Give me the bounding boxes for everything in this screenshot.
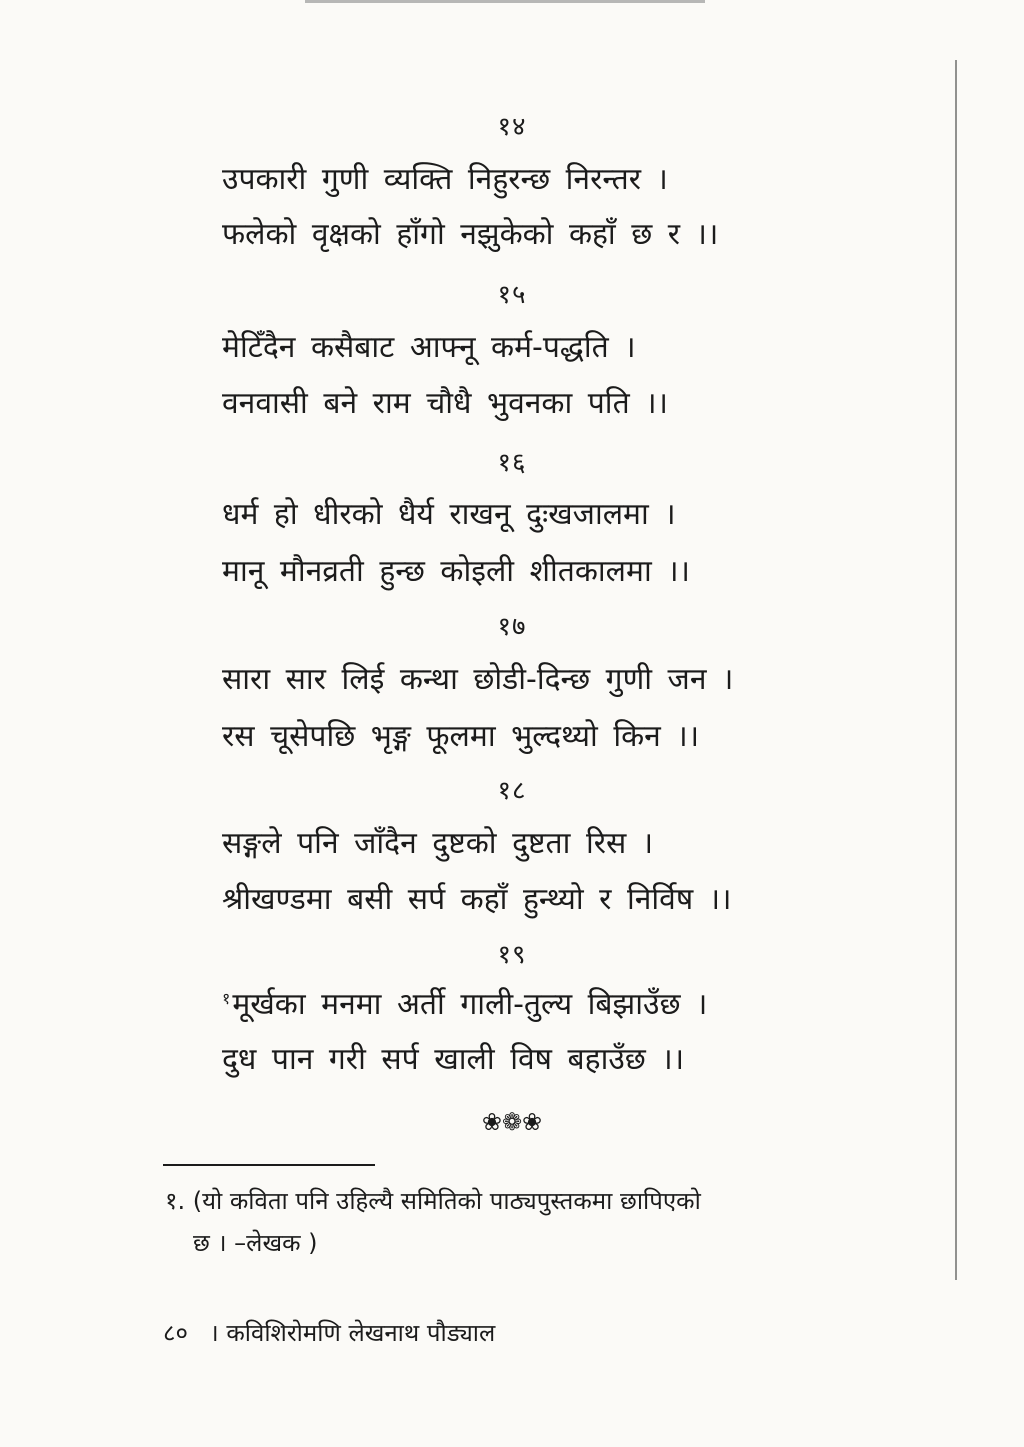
top-edge-rule xyxy=(305,0,705,3)
verse-line: धर्म हो धीरको धैर्य राखनू दुःखजालमा । xyxy=(222,497,676,532)
stanza-number: १८ xyxy=(497,776,527,806)
stanza-number: १५ xyxy=(497,280,527,310)
stanza-number: १७ xyxy=(497,612,527,642)
verse-line: श्रीखण्डमा बसी सर्प कहाँ हुन्थ्यो र निर्विष ।। xyxy=(222,882,732,917)
footnote-line: १. (यो कविता पनि उहिल्यै समितिको पाठ्यपुस्तकमा छापिएको xyxy=(165,1187,701,1215)
verse-line: रस चूसेपछि भृङ्ग फूलमा भुल्दथ्यो किन ।। xyxy=(222,719,700,754)
verse-line xyxy=(222,985,822,1025)
stanza-number: १४ xyxy=(497,112,527,142)
verse-line: उपकारी गुणी व्यक्ति निहुरन्छ निरन्तर । xyxy=(222,162,668,197)
page-edge-line xyxy=(955,60,957,1280)
ornament-divider: ❀❁❀ xyxy=(481,1108,543,1136)
verse-line: सारा सार लिई कन्था छोडी-दिन्छ गुणी जन । xyxy=(222,662,734,697)
verse-line: सङ्गले पनि जाँदैन दुष्टको दुष्टता रिस । xyxy=(222,826,654,861)
footnote-line: छ । –लेखक ) xyxy=(193,1229,318,1257)
page-footer xyxy=(163,1318,495,1348)
page-number: ८० xyxy=(163,1319,188,1347)
stanza-number: १६ xyxy=(497,448,527,478)
footnote xyxy=(165,1180,865,1264)
footnote-marker: १ xyxy=(222,989,231,1008)
verse-line: दुध पान गरी सर्प खाली विष बहाउँछ ।। xyxy=(222,1042,685,1077)
stanza-number: १९ xyxy=(497,940,527,970)
verse-line: मानू मौनव्रती हुन्छ कोइली शीतकालमा ।। xyxy=(222,554,691,589)
verse-line: वनवासी बने राम चौधै भुवनका पति ।। xyxy=(222,386,668,421)
verse-line: मेटिँदैन कसैबाट आफ्नू कर्म-पद्धति । xyxy=(222,330,636,365)
running-title: । कविशिरोमणि लेखनाथ पौड्याल xyxy=(209,1319,496,1347)
footnote-rule xyxy=(163,1164,375,1166)
verse-line-text: मूर्खका मनमा अर्ती गाली-तुल्य बिझाउँछ । xyxy=(232,987,708,1022)
verse-line: फलेको वृक्षको हाँगो नझुकेको कहाँ छ र ।। xyxy=(222,217,719,252)
